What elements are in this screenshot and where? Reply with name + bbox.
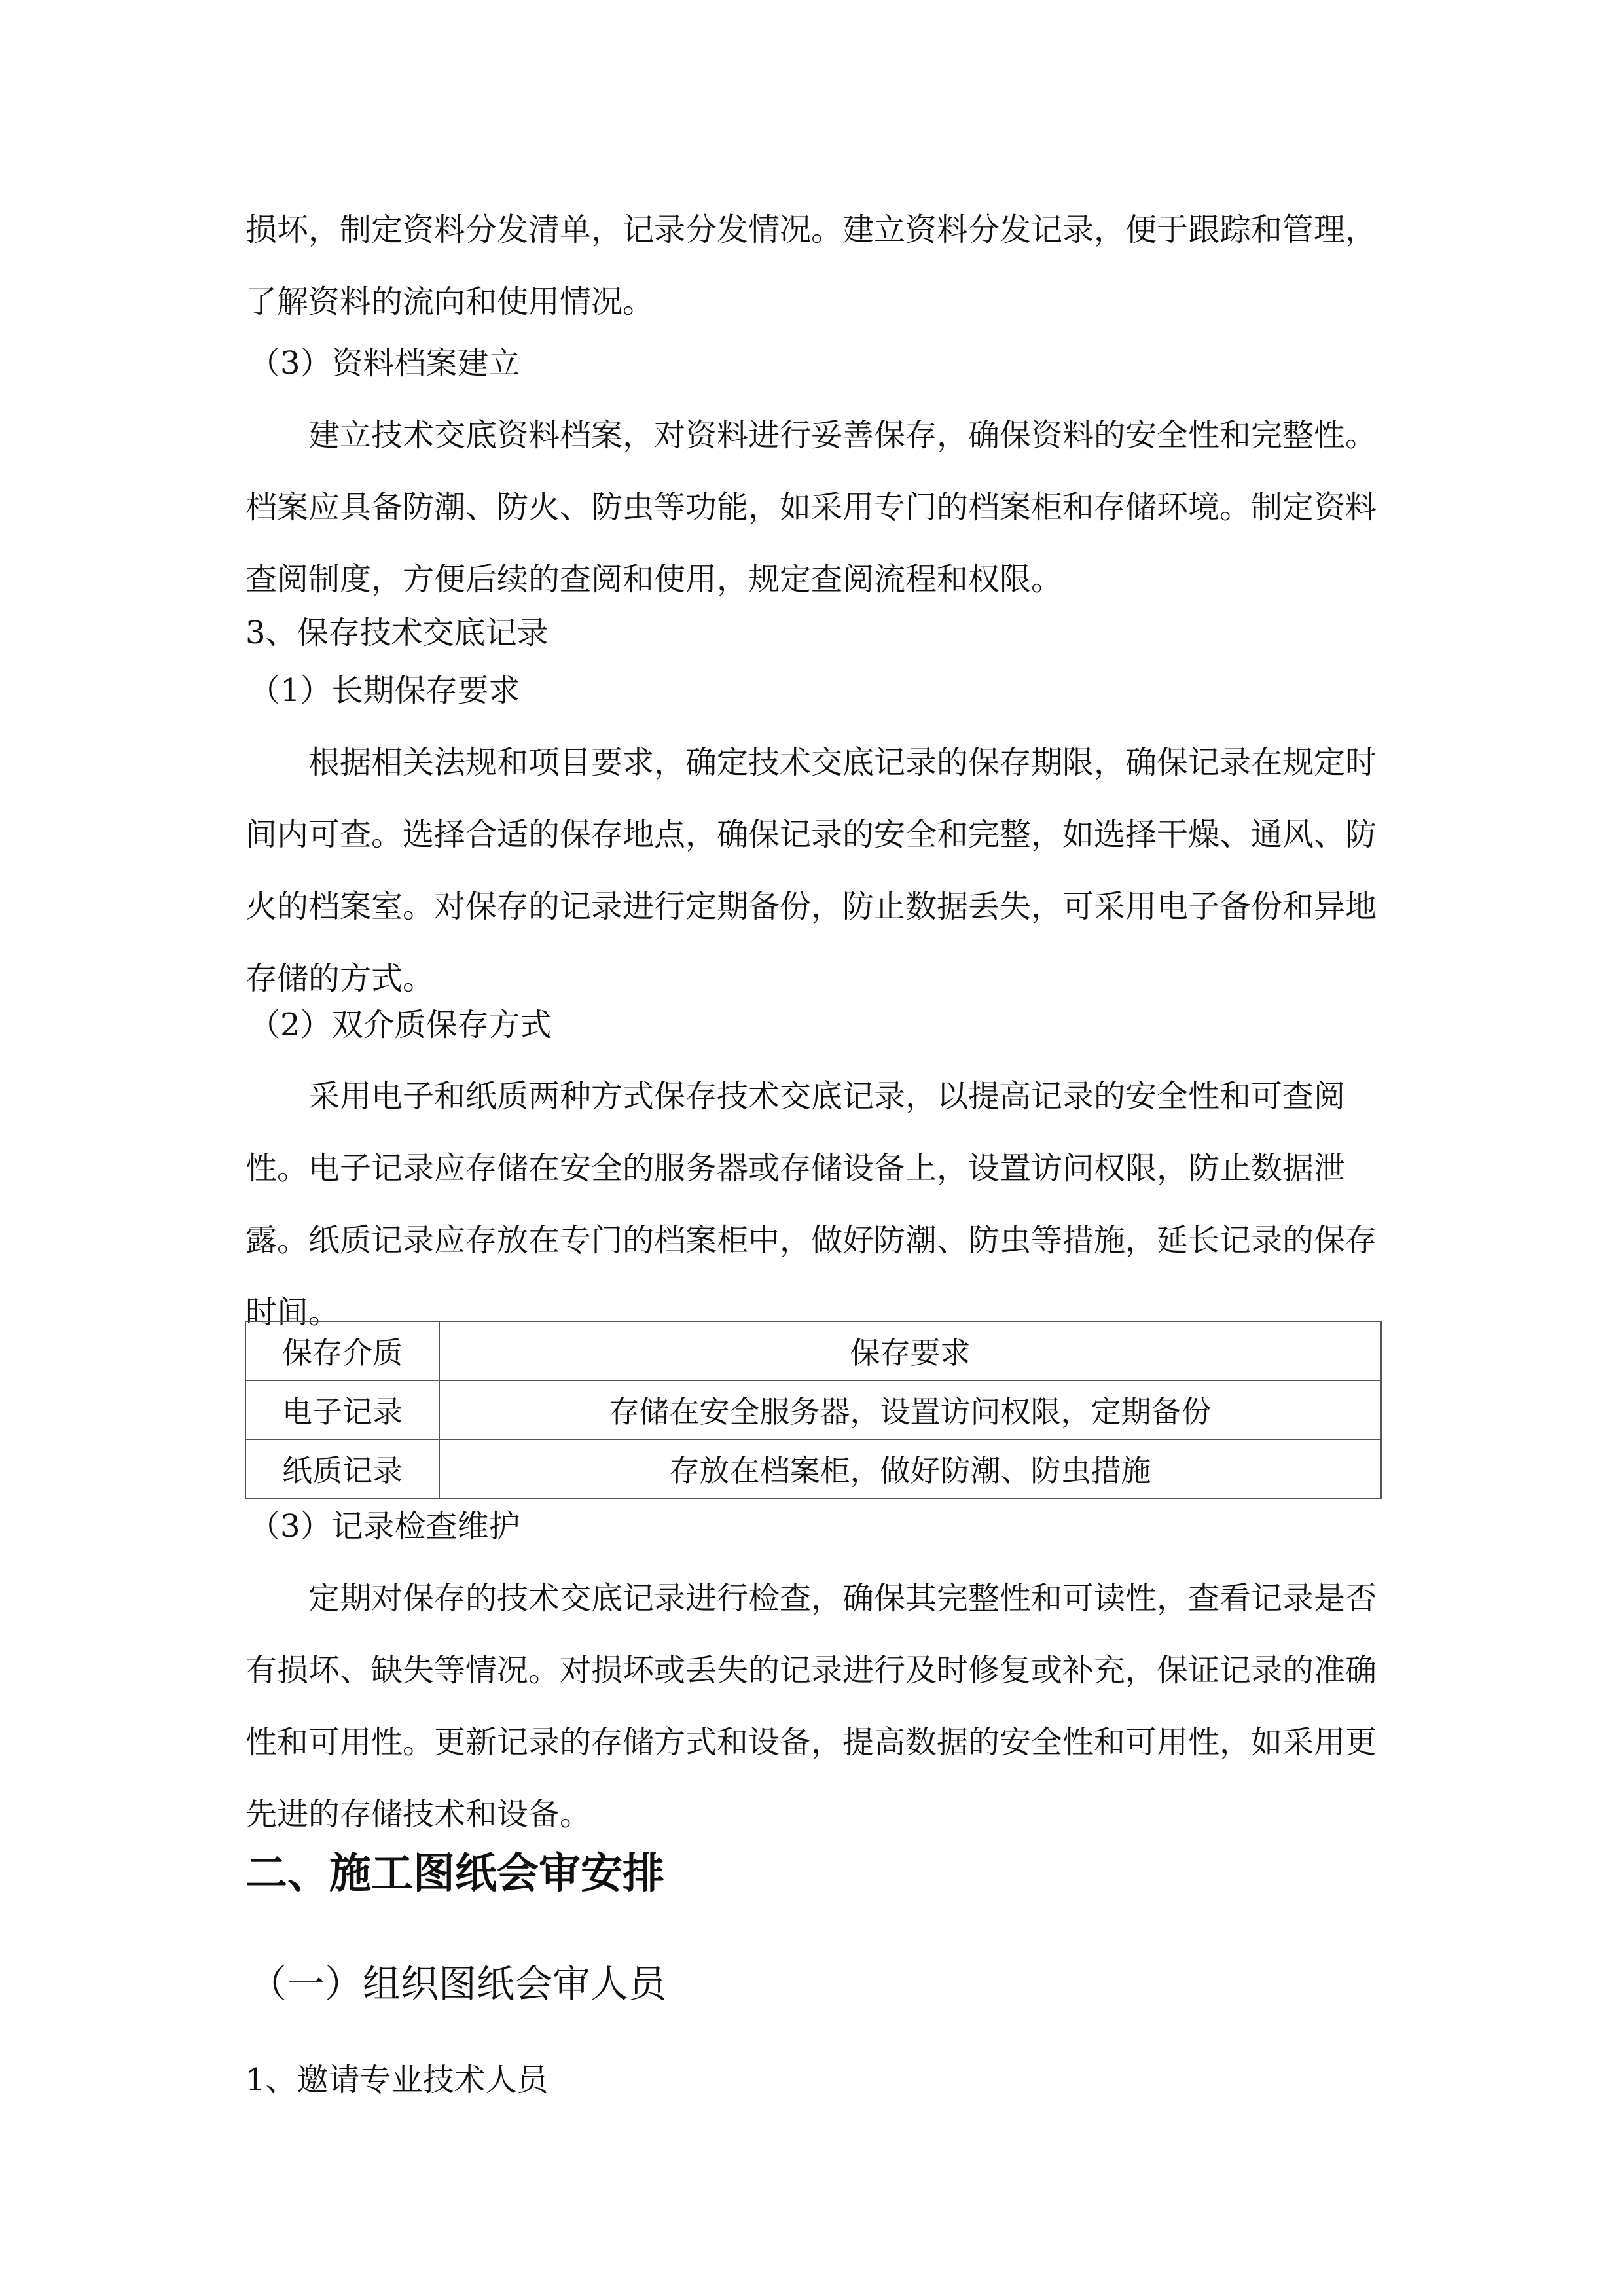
table-header-cell: 保存介质 xyxy=(245,1321,439,1380)
heading-record-check: （3）记录检查维护 xyxy=(249,1508,520,1545)
heading-archive-setup: （3）资料档案建立 xyxy=(249,345,520,382)
paragraph-distribution: 损坏，制定资料分发清单，记录分发情况。建立资料分发记录，便于跟踪和管理，了解资料的流向和使用情况。 xyxy=(245,211,1377,320)
paragraph-long-term: 根据相关法规和项目要求，确定技术交底记录的保存期限，确保记录在规定时间内可查。选择合适的保存地点，确保记录的安全和完整，如选择干燥、通风、防火的档案室。对保存的记录进行定期备份，防止数据丢失，可采用电子备份和异地存储的方式。 xyxy=(245,744,1377,997)
paragraph-archive: 建立技术交底资料档案，对资料进行妥善保存，确保资料的安全性和完整性。档案应具备防潮、防火、防虫等功能，如采用专门的档案柜和存储环境。制定资料查阅制度，方便后续的查阅和使用，规定查阅流程和权限。 xyxy=(245,417,1377,598)
heading-long-term: （1）长期保存要求 xyxy=(249,672,520,709)
table-header-row xyxy=(245,1321,1381,1380)
heading-dual-media: （2）双介质保存方式 xyxy=(249,1007,552,1043)
table-cell: 存储在安全服务器，设置访问权限，定期备份 xyxy=(439,1380,1381,1439)
table-cell: 存放在档案柜，做好防潮、防虫措施 xyxy=(439,1439,1381,1498)
table-cell: 电子记录 xyxy=(245,1380,439,1439)
paragraph-record-check: 定期对保存的技术交底记录进行检查，确保其完整性和可读性，查看记录是否有损坏、缺失等情况。对损坏或丢失的记录进行及时修复或补充，保证记录的准确性和可用性。更新记录的存储方式和设备，提高数据的安全性和可用性，如采用更先进的存储技术和设备。 xyxy=(245,1580,1377,1833)
section-title: （一）组织图纸会审人员 xyxy=(249,1962,667,2006)
table-cell: 纸质记录 xyxy=(245,1439,439,1498)
item-title: 1、邀请专业技术人员 xyxy=(245,2062,549,2098)
table-row xyxy=(245,1439,1381,1498)
paragraph-dual-media: 采用电子和纸质两种方式保存技术交底记录，以提高记录的安全性和可查阅性。电子记录应存储在安全的服务器或存储设备上，设置访问权限，防止数据泄露。纸质记录应存放在专门的档案柜中，做好防潮、防虫等措施，延长记录的保存时间。 xyxy=(245,1078,1377,1331)
heading-save-records: 3、保存技术交底记录 xyxy=(245,615,549,651)
chapter-title: 二、施工图纸会审安排 xyxy=(245,1849,664,1898)
table-row xyxy=(245,1380,1381,1439)
storage-table xyxy=(245,1321,1382,1499)
table-header-cell: 保存要求 xyxy=(439,1321,1381,1380)
